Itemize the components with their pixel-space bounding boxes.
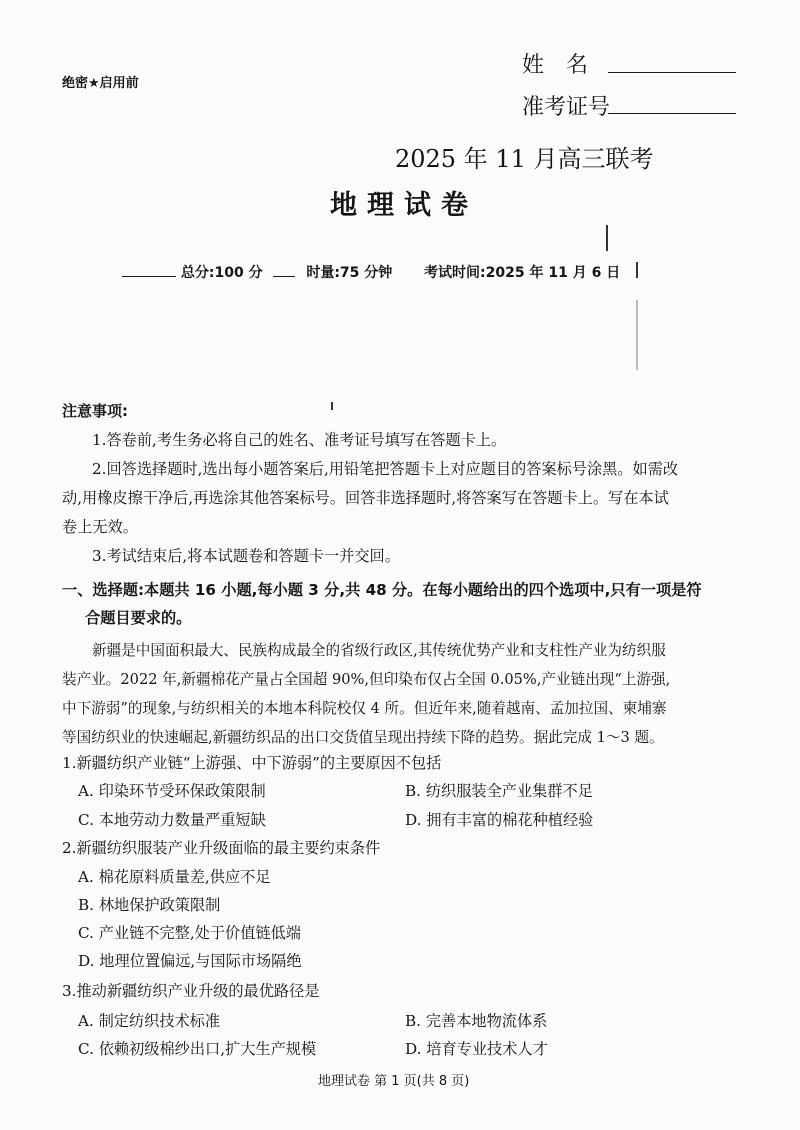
question-2-stem: 2.新疆纺织服装产业升级面临的最主要约束条件 xyxy=(62,839,381,857)
scan-mark xyxy=(331,402,333,410)
scan-mark xyxy=(636,262,638,278)
blank-line xyxy=(122,276,176,277)
exam-id-label: 准考证号 xyxy=(522,95,611,120)
question-3-option-b: B. 完善本地物流体系 xyxy=(405,1012,548,1030)
notice-item-2-cont: 动,用橡皮擦干净后,再选涂其他答案标号。回答非选择题时,将答案写在答题卡上。写在本试 xyxy=(62,489,669,507)
section-heading-cont: 合题目要求的。 xyxy=(85,609,192,627)
notice-title: 注意事项: xyxy=(62,402,128,420)
question-2-option-d: D. 地理位置偏远,与国际市场隔绝 xyxy=(78,952,302,970)
question-2-option-b: B. 林地保护政策限制 xyxy=(78,896,221,914)
question-3-stem: 3.推动新疆纺织产业升级的最优路径是 xyxy=(62,982,320,1000)
confidential-label: 绝密★启用前 xyxy=(62,76,139,91)
exam-date: 考试时间:2025 年 11 月 6 日 xyxy=(424,265,621,281)
question-3-option-a: A. 制定纺织技术标准 xyxy=(78,1012,221,1030)
question-1-option-c: C. 本地劳动力数量严重短缺 xyxy=(78,811,266,829)
question-1-option-b: B. 纺织服装全产业集群不足 xyxy=(405,782,593,800)
exam-id-field[interactable] xyxy=(608,113,736,114)
name-field[interactable] xyxy=(608,72,736,73)
question-2-option-a: A. 棉花原料质量差,供应不足 xyxy=(78,868,271,886)
passage-line: 装产业。2022 年,新疆棉花产量占全国超 90%,但印染布仅占全国 0.05%,产业链出现“上游强, xyxy=(62,671,671,688)
exam-title: 2025 年 11 月高三联考 xyxy=(395,145,654,173)
passage-line: 中下游弱”的现象,与纺织相关的本地本科院校仅 4 所。但近年来,随着越南、孟加拉国、柬埔寨 xyxy=(62,700,667,717)
question-1-option-d: D. 拥有丰富的棉花种植经验 xyxy=(405,811,594,829)
question-2-option-c: C. 产业链不完整,处于价值链低端 xyxy=(78,924,301,942)
scan-mark xyxy=(606,225,608,251)
page-footer: 地理试卷 第 1 页(共 8 页) xyxy=(318,1074,470,1089)
name-label: 姓 名 xyxy=(522,53,589,78)
notice-item-3: 3.考试结束后,将本试题卷和答题卡一并交回。 xyxy=(92,547,400,565)
notice-item-2: 2.回答选择题时,选出每小题答案后,用铅笔把答题卡上对应题目的答案标号涂黑。如需改 xyxy=(92,460,679,478)
question-1-stem: 1.新疆纺织产业链“上游强、中下游弱”的主要原因不包括 xyxy=(62,754,442,772)
question-1-option-a: A. 印染环节受环保政策限制 xyxy=(78,782,266,800)
exam-meta-row xyxy=(122,262,620,282)
passage-line: 等国纺织业的快速崛起,新疆纺织品的出口交货值呈现出持续下降的趋势。据此完成 1～3 题。 xyxy=(62,729,664,746)
total-score: 总分:100 分 xyxy=(180,265,263,281)
notice-item-1: 1.答卷前,考生务必将自己的姓名、准考证号填写在答题卡上。 xyxy=(92,431,507,449)
scan-mark xyxy=(636,300,638,370)
section-heading: 一、选择题:本题共 16 小题,每小题 3 分,共 48 分。在每小题给出的四个选项中,只有一项是符 xyxy=(62,581,702,599)
subject-title: 地理试卷 xyxy=(330,190,478,221)
question-3-option-c: C. 依赖初级棉纱出口,扩大生产规模 xyxy=(78,1040,317,1058)
passage-line: 新疆是中国面积最大、民族构成最全的省级行政区,其传统优势产业和支柱性产业为纺织服 xyxy=(92,642,666,659)
notice-item-2-cont: 卷上无效。 xyxy=(62,518,138,536)
question-3-option-d: D. 培育专业技术人才 xyxy=(405,1040,548,1058)
duration: 时量:75 分钟 xyxy=(306,265,393,281)
blank-line xyxy=(273,276,295,277)
